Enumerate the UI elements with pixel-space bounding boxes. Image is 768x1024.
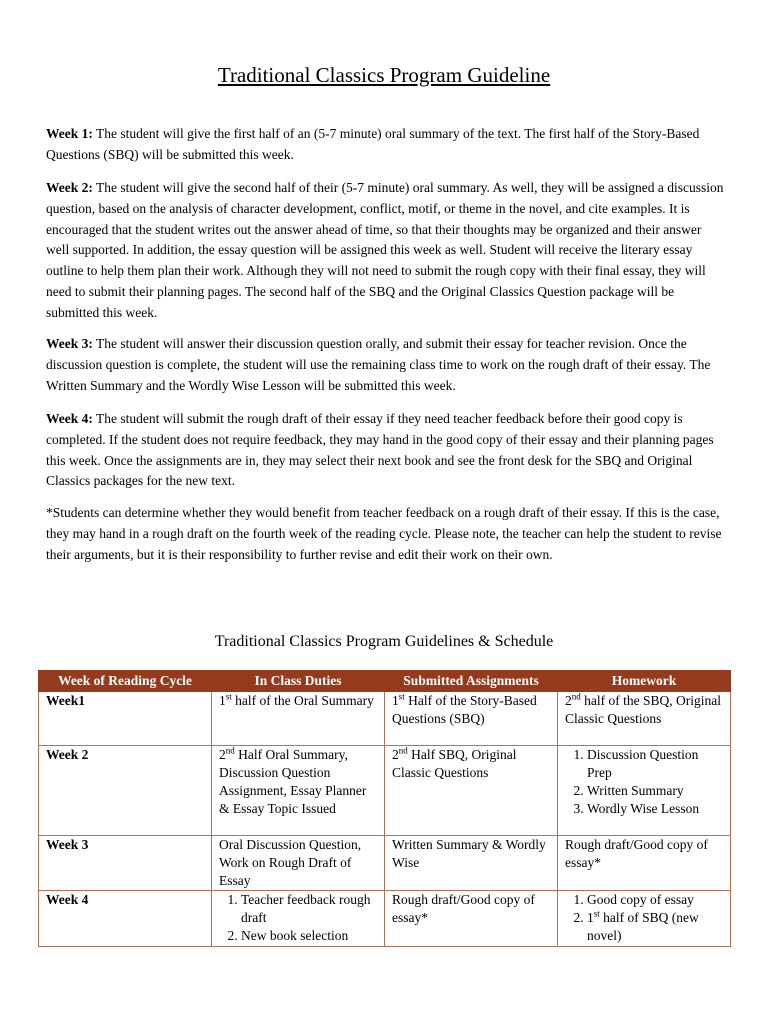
column-header: Homework [558, 671, 731, 692]
column-header: Week of Reading Cycle [39, 671, 212, 692]
duties-cell: 1st half of the Oral Summary [212, 692, 385, 746]
schedule-title: Traditional Classics Program Guidelines & Schedule [214, 633, 554, 650]
week3-label: Week 3: [46, 336, 93, 351]
list-item: 1. Teacher feedback rough draft [241, 891, 380, 927]
week2-text: The student will give the second half of their (5-7 minute) oral summary. As well, they will be assigned a discussion question, based on the analysis of character development, conflict, motif, or theme in the novel, and cite examples. It is encouraged that the student writes out the answer ahead of time, so that their thoughts may be organized and their answer well supported. In addition, the essay question will be assigned this week as well. Student will receive the literary essay outline to help them plan their work. Although they will not need to submit the rough copy with their final essay, they will need to submit their planning pages. The second half of the SBQ and the Original Classics Question package will be submitted this week. [46, 180, 724, 320]
submitted-cell: 1st Half of the Story-Based Questions (SBQ) [385, 692, 558, 746]
schedule-table [38, 670, 731, 947]
duties-cell [212, 891, 385, 947]
homework-cell [558, 746, 731, 836]
list-item: 2. Written Summary [587, 782, 726, 800]
table-row [39, 836, 731, 891]
table-row [39, 692, 731, 746]
table-row [39, 746, 731, 836]
column-header: In Class Duties [212, 671, 385, 692]
feedback-note: *Students can determine whether they would benefit from teacher feedback on a rough draft of their essay. If this is the case, they may hand in a rough draft on the fourth week of the reading cycle. Please note, the teacher can help the student to revise their arguments, but it is their responsibility to further revise and edit their work on their own. [46, 505, 722, 562]
submitted-cell: 2nd Half SBQ, Original Classic Questions [385, 746, 558, 836]
page-title: Traditional Classics Program Guideline [217, 63, 551, 87]
list-item: 1. Good copy of essay [587, 891, 726, 909]
column-header: Submitted Assignments [385, 671, 558, 692]
week4-text: The student will submit the rough draft of their essay if they need teacher feedback before their good copy is completed. If the student does not require feedback, they may hand in the good copy of their essay and their planning pages this week. Once the assignments are in, they may select their next book and see the front desk for the SBQ and Original Classics packages for the new text. [46, 411, 714, 489]
list-item: 1. Discussion Question Prep [587, 746, 726, 782]
table-header-row [39, 671, 731, 692]
week4-paragraph [46, 409, 726, 492]
week-cell: Week 2 [39, 746, 212, 836]
homework-cell [558, 891, 731, 947]
homework-cell: 2nd half of the SBQ, Original Classic Questions [558, 692, 731, 746]
week3-text: The student will answer their discussion question orally, and submit their essay for teacher revision. Once the discussion question is complete, the student will use the remaining class time to work on the rough draft of their essay. The Written Summary and the Wordly Wise Lesson will be submitted this week. [46, 336, 711, 393]
homework-cell: Rough draft/Good copy of essay* [558, 836, 731, 891]
week2-label: Week 2: [46, 180, 93, 195]
week-cell: Week 3 [39, 836, 212, 891]
submitted-cell: Rough draft/Good copy of essay* [385, 891, 558, 947]
week1-label: Week 1: [46, 126, 93, 141]
list-item: 2. 1st half of SBQ (new novel) [587, 909, 726, 945]
submitted-cell: Written Summary & Wordly Wise [385, 836, 558, 891]
week-cell: Week1 [39, 692, 212, 746]
table-row [39, 891, 731, 947]
week1-text: The student will give the first half of an (5-7 minute) oral summary of the text. The first half of the Story-Based Questions (SBQ) will be submitted this week. [46, 126, 700, 162]
duties-cell: 2nd Half Oral Summary, Discussion Question Assignment, Essay Planner & Essay Topic Issued [212, 746, 385, 836]
week3-paragraph [46, 334, 726, 396]
list-item: 3. Wordly Wise Lesson [587, 800, 726, 818]
week4-label: Week 4: [46, 411, 93, 426]
list-item: 2. New book selection [241, 927, 380, 945]
duties-cell: Oral Discussion Question, Work on Rough Draft of Essay [212, 836, 385, 891]
week1-paragraph [46, 124, 726, 166]
week2-paragraph [46, 178, 726, 324]
week-cell: Week 4 [39, 891, 212, 947]
